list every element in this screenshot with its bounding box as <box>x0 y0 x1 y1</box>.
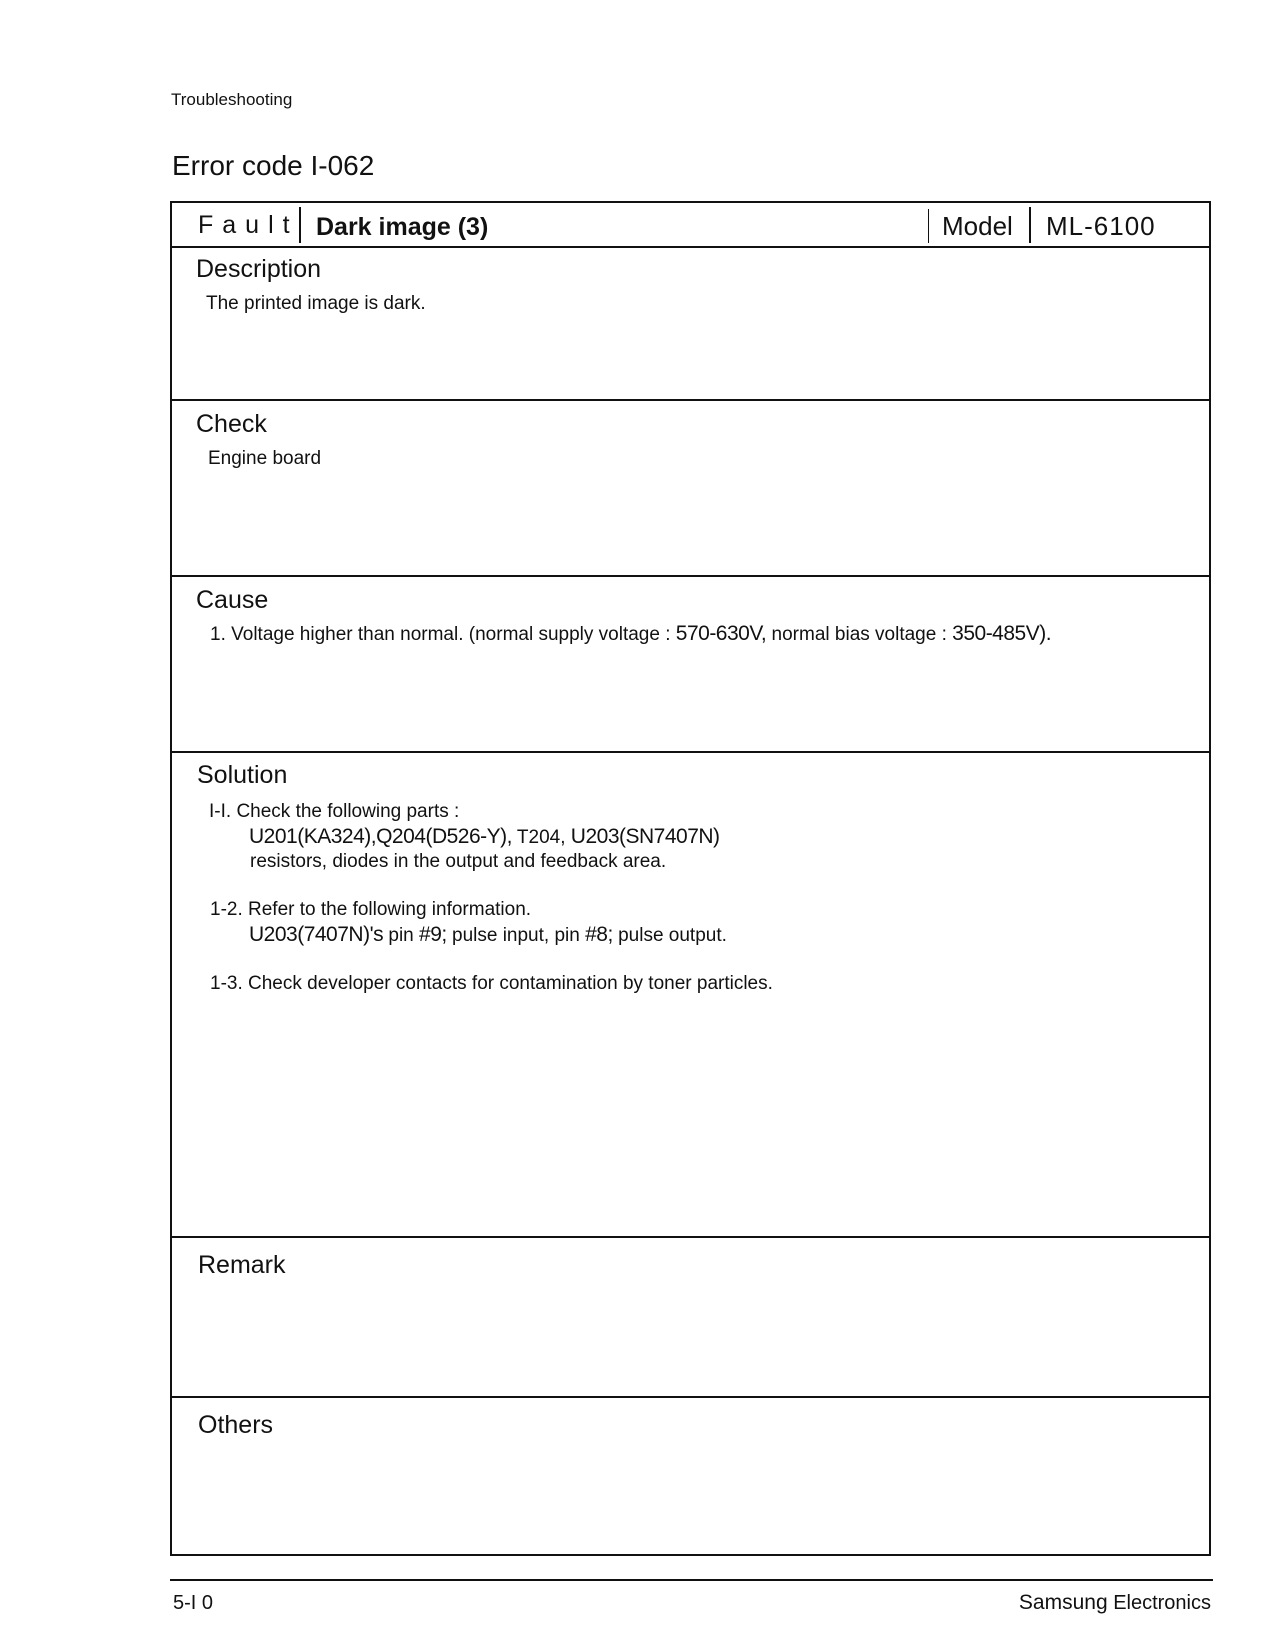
part-t204: T204, <box>516 827 566 848</box>
step2-text-pulse-input: pulse input, pin <box>452 925 580 946</box>
description-text: The printed image is dark. <box>206 293 426 314</box>
check-text: Engine board <box>208 448 322 469</box>
row-divider <box>172 399 1209 401</box>
row-divider <box>172 751 1209 753</box>
solution-title: Solution <box>197 761 288 789</box>
fault-label: Fault <box>198 211 299 239</box>
part-q204: Q204(D526-Y), <box>376 825 512 848</box>
model-divider-right <box>1029 207 1031 243</box>
cause-item <box>210 622 1051 646</box>
step2-text-pulse-output: pulse output. <box>618 925 727 946</box>
pin-9: #9; <box>419 923 447 946</box>
solution-step3: 1-3. Check developer contacts for contamination by toner particles. <box>210 973 773 994</box>
model-label: Model <box>942 211 1013 241</box>
solution-step2-heading: 1-2. Refer to the following information. <box>210 899 532 920</box>
solution-step1-detail: resistors, diodes in the output and feedback area. <box>250 851 667 872</box>
row-divider <box>172 246 1209 248</box>
page-title: Error code I-062 <box>172 150 375 181</box>
cause-bias-value: 350-485V). <box>952 622 1052 645</box>
model-divider-left <box>928 209 929 243</box>
company-suffix: Electronics <box>1113 1592 1211 1614</box>
solution-step2-detail <box>249 923 727 947</box>
description-title: Description <box>196 255 322 283</box>
cause-supply-value: 570-630V, <box>675 622 767 645</box>
company-name <box>1019 1591 1211 1615</box>
chip-u203: U203(7407N)'s <box>249 923 384 946</box>
brand-name: Samsung <box>1018 1591 1108 1614</box>
step2-text-pin: pin <box>388 925 414 946</box>
fault-divider <box>299 207 301 243</box>
error-code-table <box>170 201 1211 1556</box>
solution-step1-parts <box>249 825 720 849</box>
remark-title: Remark <box>198 1251 286 1279</box>
part-u203: U203 <box>570 825 619 848</box>
fault-value: Dark image (3) <box>316 213 489 241</box>
check-title: Check <box>196 410 267 438</box>
part-u201: U201(KA324), <box>249 825 377 848</box>
pin-8: #8; <box>585 923 613 946</box>
cause-title: Cause <box>196 586 269 614</box>
others-title: Others <box>198 1411 274 1439</box>
footer-rule <box>170 1579 1213 1581</box>
part-sn7407n: (SN7407N) <box>619 825 720 848</box>
cause-text-middle: normal bias voltage : <box>771 624 947 645</box>
row-divider <box>172 1396 1209 1398</box>
page-number: 5-I 0 <box>173 1592 214 1614</box>
model-value: ML-6100 <box>1046 211 1156 241</box>
row-divider <box>172 1236 1209 1238</box>
section-label: Troubleshooting <box>171 90 293 109</box>
row-divider <box>172 575 1209 577</box>
solution-step1-heading: I-I. Check the following parts : <box>209 801 460 822</box>
cause-text-prefix: 1. Voltage higher than normal. (normal supply voltage : <box>210 624 671 645</box>
